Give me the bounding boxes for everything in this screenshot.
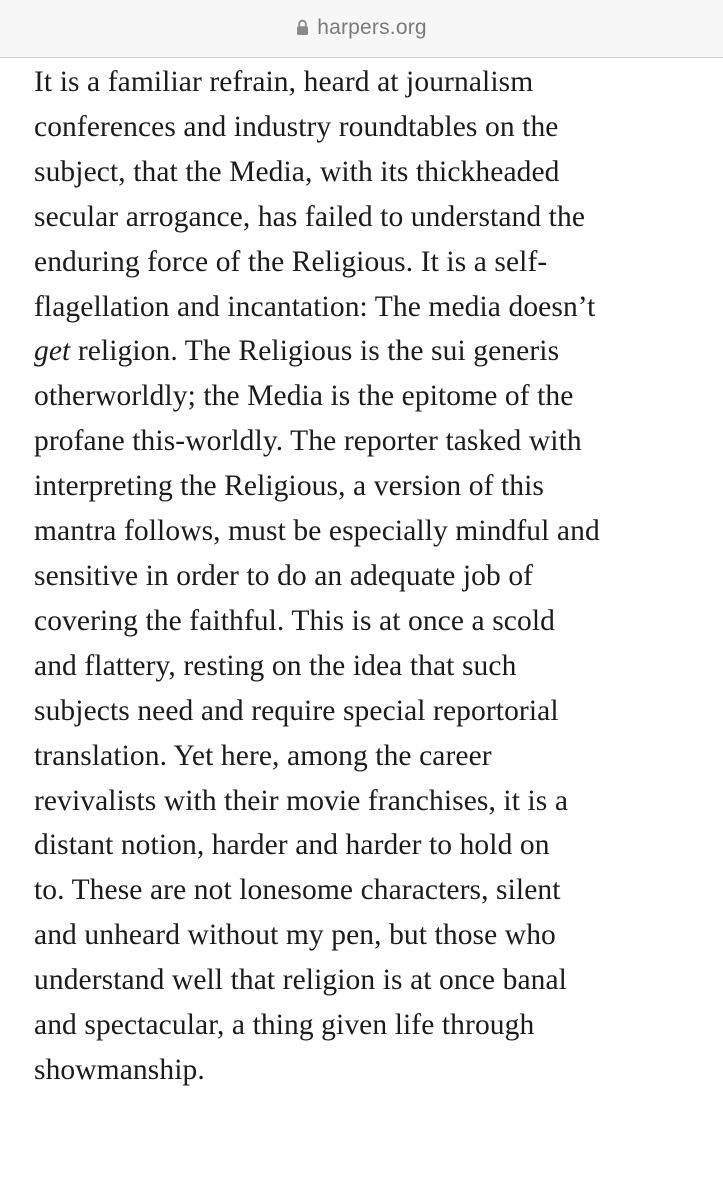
text-line: mantra follows, must be especially mindful and — [34, 515, 600, 548]
text-line: flagellation and incantation: The media doesn’t — [34, 290, 596, 323]
text-line: sensitive in order to do an adequate job of — [34, 559, 534, 592]
address-bar-content[interactable] — [296, 16, 427, 40]
text-line — [34, 329, 693, 374]
text-line: profane this-worldly. The reporter tasked with — [34, 425, 582, 458]
text-line: interpreting the Religious, a version of this — [34, 470, 545, 503]
text-line: otherworldly; the Media is the epitome of the — [34, 380, 574, 413]
text-line: enduring force of the Religious. It is a self- — [34, 245, 548, 278]
text-line: distant notion, harder and harder to hold on — [34, 829, 550, 862]
article-body — [0, 58, 723, 1200]
article-paragraph — [34, 60, 693, 1093]
lock-icon — [296, 19, 309, 36]
text-line: covering the faithful. This is at once a scold — [34, 604, 555, 637]
text-line: to. These are not lonesome characters, silent — [34, 874, 561, 907]
address-bar[interactable] — [0, 0, 723, 58]
domain-label[interactable]: harpers.org — [317, 15, 427, 39]
text-line: and unheard without my pen, but those who — [34, 919, 556, 952]
text-line: translation. Yet here, among the career — [34, 739, 492, 772]
text-line: It is a familiar refrain, heard at journalism — [34, 66, 534, 98]
text-line: revivalists with their movie franchises, it is a — [34, 784, 569, 817]
text-line: showmanship. — [34, 1053, 205, 1086]
text-line: and spectacular, a thing given life through — [34, 1009, 535, 1042]
text-line: understand well that religion is at once banal — [34, 964, 567, 997]
emphasized-word: get — [34, 335, 71, 368]
text-line: conferences and industry roundtables on the — [34, 110, 559, 143]
text-line: and flattery, resting on the idea that such — [34, 649, 517, 682]
text-line: subject, that the Media, with its thickheaded — [34, 155, 560, 188]
text-line-rest: religion. The Religious is the sui generis — [70, 335, 560, 368]
text-line: subjects need and require special reportorial — [34, 694, 559, 727]
text-line: secular arrogance, has failed to understand the — [34, 200, 586, 233]
